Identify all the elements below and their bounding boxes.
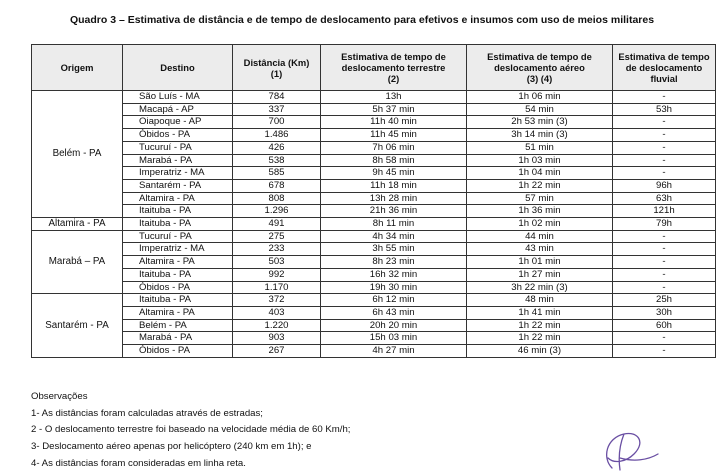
aereo-cell: 1h 04 min [467,167,613,180]
terrestre-cell: 16h 32 min [321,268,467,281]
terrestre-cell: 13h 28 min [321,192,467,205]
distance-time-table [31,44,716,358]
terrestre-cell: 11h 45 min [321,129,467,142]
destino-cell: Imperatriz - MA [123,167,233,180]
fluvial-cell: - [613,332,716,345]
header-destino: Destino [123,45,233,91]
aereo-cell: 1h 36 min [467,205,613,218]
table-row [32,268,716,281]
destino-cell: Tucuruí - PA [123,230,233,243]
aereo-cell: 54 min [467,103,613,116]
table-row [32,332,716,345]
origin-cell: Altamira - PA [32,218,123,231]
fluvial-cell: 30h [613,306,716,319]
terrestre-cell: 3h 55 min [321,243,467,256]
distancia-cell: 1.220 [233,319,321,332]
aereo-cell: 1h 22 min [467,332,613,345]
distancia-cell: 503 [233,256,321,269]
distancia-cell: 808 [233,192,321,205]
table-row [32,154,716,167]
notes-heading: Observações [31,391,88,402]
distancia-cell: 426 [233,141,321,154]
terrestre-cell: 4h 34 min [321,230,467,243]
table-row [32,179,716,192]
destino-cell: Tucuruí - PA [123,141,233,154]
distancia-cell: 403 [233,306,321,319]
table-title: Quadro 3 – Estimativa de distância e de tempo de deslocamento para efetivos e insumos com uso de meios militares [69,14,655,26]
distancia-cell: 275 [233,230,321,243]
distancia-cell: 491 [233,218,321,231]
table-row [32,294,716,307]
fluvial-cell: 63h [613,192,716,205]
distancia-cell: 1.170 [233,281,321,294]
fluvial-cell: 60h [613,319,716,332]
fluvial-cell: - [613,91,716,104]
fluvial-cell: - [613,141,716,154]
aereo-cell: 3h 22 min (3) [467,281,613,294]
aereo-cell: 1h 02 min [467,218,613,231]
fluvial-cell: - [613,154,716,167]
header-origem: Origem [32,45,123,91]
fluvial-cell: - [613,281,716,294]
aereo-cell: 1h 22 min [467,179,613,192]
table-row [32,230,716,243]
destino-cell: Itaituba - PA [123,268,233,281]
header-fluvial: Estimativa de tempo de deslocamento fluvial [613,45,716,91]
terrestre-cell: 4h 27 min [321,345,467,358]
destino-cell: Imperatriz - MA [123,243,233,256]
distancia-cell: 678 [233,179,321,192]
note-1: 1- As distâncias foram calculadas através de estradas; [31,407,263,419]
table-row [32,243,716,256]
fluvial-cell: 53h [613,103,716,116]
aereo-cell: 1h 06 min [467,91,613,104]
table-row [32,129,716,142]
note-4: 4- As distâncias foram consideradas em linha reta. [31,457,246,469]
table-row [32,167,716,180]
destino-cell: Óbidos - PA [123,129,233,142]
table-row [32,205,716,218]
distancia-cell: 903 [233,332,321,345]
aereo-cell: 57 min [467,192,613,205]
aereo-cell: 3h 14 min (3) [467,129,613,142]
destino-cell: Santarém - PA [123,179,233,192]
distancia-cell: 1.486 [233,129,321,142]
terrestre-cell: 8h 23 min [321,256,467,269]
destino-cell: Marabá - PA [123,332,233,345]
destino-cell: Óbidos - PA [123,281,233,294]
terrestre-cell: 15h 03 min [321,332,467,345]
handwritten-signature [590,428,660,472]
terrestre-cell: 11h 40 min [321,116,467,129]
distancia-cell: 700 [233,116,321,129]
note-3: 3- Deslocamento aéreo apenas por helicóptero (240 km em 1h); e [31,441,312,453]
aereo-cell: 46 min (3) [467,345,613,358]
table-row [32,103,716,116]
terrestre-cell: 8h 58 min [321,154,467,167]
table-row [32,192,716,205]
fluvial-cell: 79h [613,218,716,231]
distancia-cell: 585 [233,167,321,180]
destino-cell: Itaituba - PA [123,205,233,218]
fluvial-cell: 96h [613,179,716,192]
fluvial-cell: - [613,167,716,180]
aereo-cell: 43 min [467,243,613,256]
table-row [32,306,716,319]
aereo-cell: 44 min [467,230,613,243]
fluvial-cell: 121h [613,205,716,218]
destino-cell: Altamira - PA [123,306,233,319]
fluvial-cell: - [613,345,716,358]
distancia-cell: 372 [233,294,321,307]
distancia-cell: 233 [233,243,321,256]
terrestre-cell: 6h 12 min [321,294,467,307]
aereo-cell: 1h 03 min [467,154,613,167]
table-row [32,256,716,269]
terrestre-cell: 19h 30 min [321,281,467,294]
table-row [32,91,716,104]
aereo-cell: 1h 27 min [467,268,613,281]
note-2: 2 - O deslocamento terrestre foi baseado na velocidade média de 60 Km/h; [31,424,351,436]
terrestre-cell: 7h 06 min [321,141,467,154]
table-row [32,116,716,129]
header-aereo: Estimativa de tempo de deslocamento aéreo (3) (4) [467,45,613,91]
terrestre-cell: 8h 11 min [321,218,467,231]
destino-cell: Altamira - PA [123,256,233,269]
destino-cell: Óbidos - PA [123,345,233,358]
terrestre-cell: 21h 36 min [321,205,467,218]
header-row [32,45,716,91]
fluvial-cell: - [613,256,716,269]
distancia-cell: 1.296 [233,205,321,218]
distancia-cell: 337 [233,103,321,116]
table-row [32,345,716,358]
fluvial-cell: 25h [613,294,716,307]
terrestre-cell: 20h 20 min [321,319,467,332]
origin-cell: Belém - PA [32,91,123,218]
distancia-cell: 267 [233,345,321,358]
terrestre-cell: 11h 18 min [321,179,467,192]
fluvial-cell: - [613,268,716,281]
destino-cell: Marabá - PA [123,154,233,167]
table-row [32,218,716,231]
distancia-cell: 784 [233,91,321,104]
fluvial-cell: - [613,129,716,142]
destino-cell: Oiapoque - AP [123,116,233,129]
table-row [32,281,716,294]
distancia-cell: 992 [233,268,321,281]
terrestre-cell: 9h 45 min [321,167,467,180]
destino-cell: São Luís - MA [123,91,233,104]
terrestre-cell: 13h [321,91,467,104]
destino-cell: Itaituba - PA [123,218,233,231]
notes [31,389,350,473]
aereo-cell: 2h 53 min (3) [467,116,613,129]
terrestre-cell: 6h 43 min [321,306,467,319]
fluvial-cell: - [613,230,716,243]
origin-cell: Marabá – PA [32,230,123,294]
fluvial-cell: - [613,116,716,129]
aereo-cell: 1h 22 min [467,319,613,332]
terrestre-cell: 5h 37 min [321,103,467,116]
destino-cell: Macapá - AP [123,103,233,116]
table-row [32,141,716,154]
table-body [32,91,716,358]
aereo-cell: 48 min [467,294,613,307]
destino-cell: Itaituba - PA [123,294,233,307]
aereo-cell: 1h 41 min [467,306,613,319]
table-row [32,319,716,332]
fluvial-cell: - [613,243,716,256]
header-distancia: Distância (Km) (1) [233,45,321,91]
distancia-cell: 538 [233,154,321,167]
destino-cell: Belém - PA [123,319,233,332]
destino-cell: Altamira - PA [123,192,233,205]
header-terrestre: Estimativa de tempo de deslocamento terrestre (2) [321,45,467,91]
origin-cell: Santarém - PA [32,294,123,358]
aereo-cell: 51 min [467,141,613,154]
aereo-cell: 1h 01 min [467,256,613,269]
